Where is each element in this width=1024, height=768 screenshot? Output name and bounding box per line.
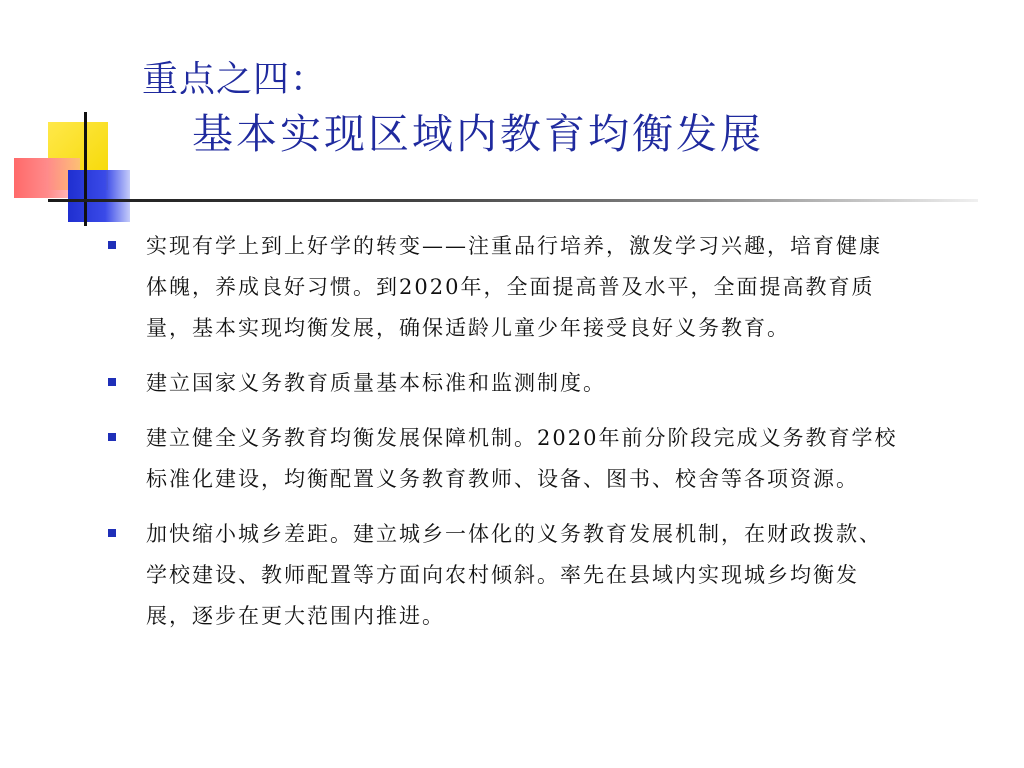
bullet-text: 实现有学上到上好学的转变——注重品行培养，激发学习兴趣，培育健康体魄，养成良好习惯。到2020年，全面提高普及水平，全面提高教育质量，基本实现均衡发展，确保适龄儿童少年接受良好义务教育。: [146, 234, 882, 340]
title-line-2: 基本实现区域内教育均衡发展: [192, 110, 764, 158]
title-line-1: 重点之四：: [142, 59, 328, 100]
decorative-blue-square: [68, 170, 130, 222]
bullet-text: 建立健全义务教育均衡发展保障机制。2020年前分阶段完成义务教育学校标准化建设，均衡配置义务教育教师、设备、图书、校舍等各项资源。: [146, 426, 898, 491]
slide-title: [142, 58, 764, 160]
bullet-square-icon: [108, 433, 116, 441]
bullet-square-icon: [108, 529, 116, 537]
bullet-item: [108, 226, 898, 349]
bullet-square-icon: [108, 378, 116, 386]
bullet-item: [108, 514, 898, 637]
decorative-vertical-line: [84, 112, 87, 226]
title-underline: [48, 199, 978, 202]
bullet-item: [108, 418, 898, 500]
bullet-text: 建立国家义务教育质量基本标准和监测制度。: [146, 371, 606, 395]
bullet-item: [108, 363, 898, 404]
bullet-square-icon: [108, 241, 116, 249]
bullet-list: [108, 226, 898, 651]
bullet-text: 加快缩小城乡差距。建立城乡一体化的义务教育发展机制，在财政拨款、学校建设、教师配置等方面向农村倾斜。率先在县域内实现城乡均衡发展，逐步在更大范围内推进。: [146, 522, 882, 628]
